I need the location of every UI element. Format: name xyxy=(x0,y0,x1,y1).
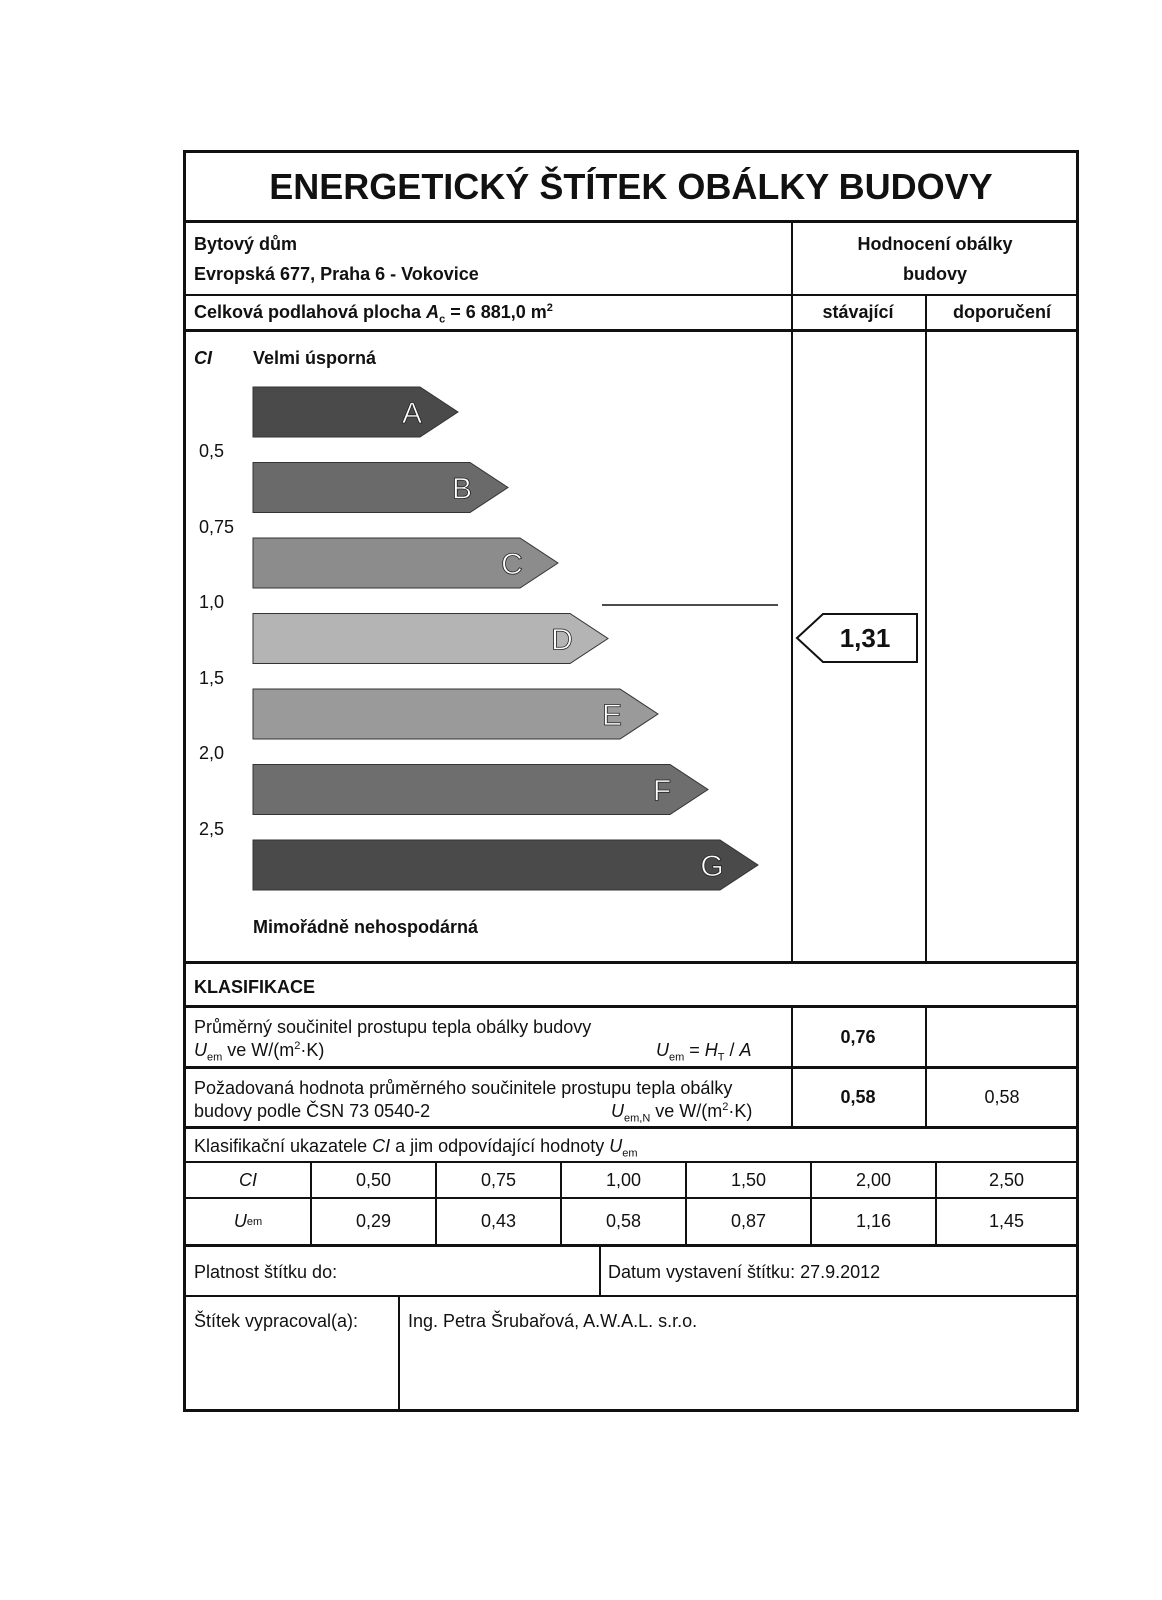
class-arrow-a xyxy=(253,387,458,437)
building-type: Bytový dům xyxy=(194,234,298,254)
author-row xyxy=(186,1297,1076,1409)
divider xyxy=(925,1069,927,1126)
required-value-current: 0,58 xyxy=(840,1087,876,1107)
required-value-row xyxy=(186,1069,1076,1129)
indicator-value-cell: 0,29 xyxy=(310,1199,435,1244)
scale-bottom-label: Mimořádně nehospodárná xyxy=(253,917,479,937)
average-coefficient-row xyxy=(186,1008,1076,1069)
validity-row xyxy=(186,1247,1076,1297)
threshold-label: 1,0 xyxy=(199,592,225,612)
divider xyxy=(791,223,793,963)
indicator-value-cell: 0,43 xyxy=(435,1199,560,1244)
class-arrows xyxy=(186,332,791,963)
floor-area: Celková podlahová plocha $A_c = 6$ 881,0 $m^2$ xyxy=(194,302,553,326)
indicator-value-cell: 0,50 xyxy=(310,1163,435,1197)
required-value-recommended: 0,58 xyxy=(984,1087,1020,1107)
indicator-value-cell: 0,75 xyxy=(435,1163,560,1197)
divider xyxy=(791,1069,793,1126)
indicator-value-cell: 1,45 xyxy=(935,1199,1076,1244)
author-label: Štítek vypracoval(a): xyxy=(194,1311,359,1331)
indicator-value-cell: 2,50 xyxy=(935,1163,1076,1197)
energy-scale xyxy=(186,332,791,963)
class-letter: G xyxy=(700,850,724,883)
class-letter: C xyxy=(501,548,523,581)
divider xyxy=(599,1247,601,1295)
classification-heading-row xyxy=(186,961,1076,1008)
class-letter: E xyxy=(601,699,623,732)
class-arrow-c xyxy=(253,538,558,588)
threshold-label: 2,0 xyxy=(199,743,225,763)
column-current: stávající xyxy=(822,302,894,322)
indicator-value-cell: 0,87 xyxy=(685,1199,810,1244)
class-letter: F xyxy=(652,774,672,808)
building-info xyxy=(186,223,1076,296)
indicator-value-cell: 1,50 xyxy=(685,1163,810,1197)
issue-date: Datum vystavení štítku: 27.9.2012 xyxy=(608,1262,881,1282)
u-row-header: U em xyxy=(233,1211,263,1231)
ci-values-row xyxy=(186,1163,1076,1199)
rating-header-line1: Hodnocení obálky xyxy=(857,234,1013,254)
average-coefficient-unit: $U_{em}$ ve $W/(m^2\cdot K)$ xyxy=(194,1040,325,1064)
rating-header-line2: budovy xyxy=(902,264,967,284)
floor-area-row xyxy=(186,296,1076,332)
class-arrow-shape xyxy=(253,765,708,815)
required-value-norm: budovy podle ČSN 73 0540-2 xyxy=(194,1101,431,1121)
building-address: Evropská 677, Praha 6 - Vokovice xyxy=(194,264,479,284)
threshold-label: 0,75 xyxy=(199,516,235,537)
average-coefficient-value: 0,76 xyxy=(840,1026,876,1047)
ci-label: CI xyxy=(194,348,212,368)
indicator-value-cell: 1,00 xyxy=(560,1163,685,1197)
indicators-heading-row xyxy=(186,1129,1076,1163)
required-value-label: Požadovaná hodnota průměrného součinitele prostupu tepla obálky xyxy=(194,1078,733,1098)
class-arrow-shape xyxy=(253,840,758,890)
ci-row-header: CI xyxy=(239,1169,257,1190)
energy-label xyxy=(183,150,1079,1412)
average-coefficient-label: Průměrný součinitel prostupu tepla obálky budovy xyxy=(194,1017,592,1037)
u-values-row xyxy=(186,1199,1076,1247)
average-coefficient-formula: $U_{em} = H_T / A$ xyxy=(656,1040,752,1064)
indicator-value-cell: 2,00 xyxy=(810,1163,935,1197)
class-arrow-d xyxy=(253,614,608,664)
class-arrow-e xyxy=(253,689,658,739)
divider xyxy=(791,1008,793,1066)
current-rating-arrow xyxy=(793,608,927,668)
class-letter: B xyxy=(451,472,473,506)
class-arrow-g xyxy=(253,840,758,890)
class-arrow-shape xyxy=(253,689,658,739)
indicators-heading: Klasifikační ukazatele CI a jim odpovídající hodnoty $U_{em}$ xyxy=(194,1136,638,1160)
label-title: ENERGETICKÝ ŠTÍTEK OBÁLKY BUDOVY xyxy=(186,153,1076,223)
threshold-label: 2,5 xyxy=(199,818,225,839)
class-arrow-f xyxy=(253,765,708,815)
scale-top-label: Velmi úsporná xyxy=(253,348,377,368)
indicator-value-cell: 0,58 xyxy=(560,1199,685,1244)
current-rating-value: 1,31 xyxy=(839,623,891,653)
author-name: Ing. Petra Šrubařová, A.W.A.L. s.r.o. xyxy=(408,1311,698,1331)
threshold-label: 1,5 xyxy=(199,667,225,688)
divider xyxy=(925,1008,927,1066)
required-value-unit: $U_{em,N}$ ve $W/(m^2\cdot K)$ xyxy=(611,1101,753,1125)
threshold-label: 0,5 xyxy=(199,441,225,461)
indicator-value-cell: 1,16 xyxy=(810,1199,935,1244)
class-arrow-shape xyxy=(253,387,458,437)
classification-heading: KLASIFIKACE xyxy=(194,977,315,997)
column-recommended: doporučení xyxy=(953,302,1051,322)
class-letter: A xyxy=(401,397,423,430)
class-letter: D xyxy=(551,623,573,657)
validity-label: Platnost štítku do: xyxy=(194,1262,338,1282)
class-arrow-b xyxy=(253,463,508,513)
divider xyxy=(398,1297,400,1409)
